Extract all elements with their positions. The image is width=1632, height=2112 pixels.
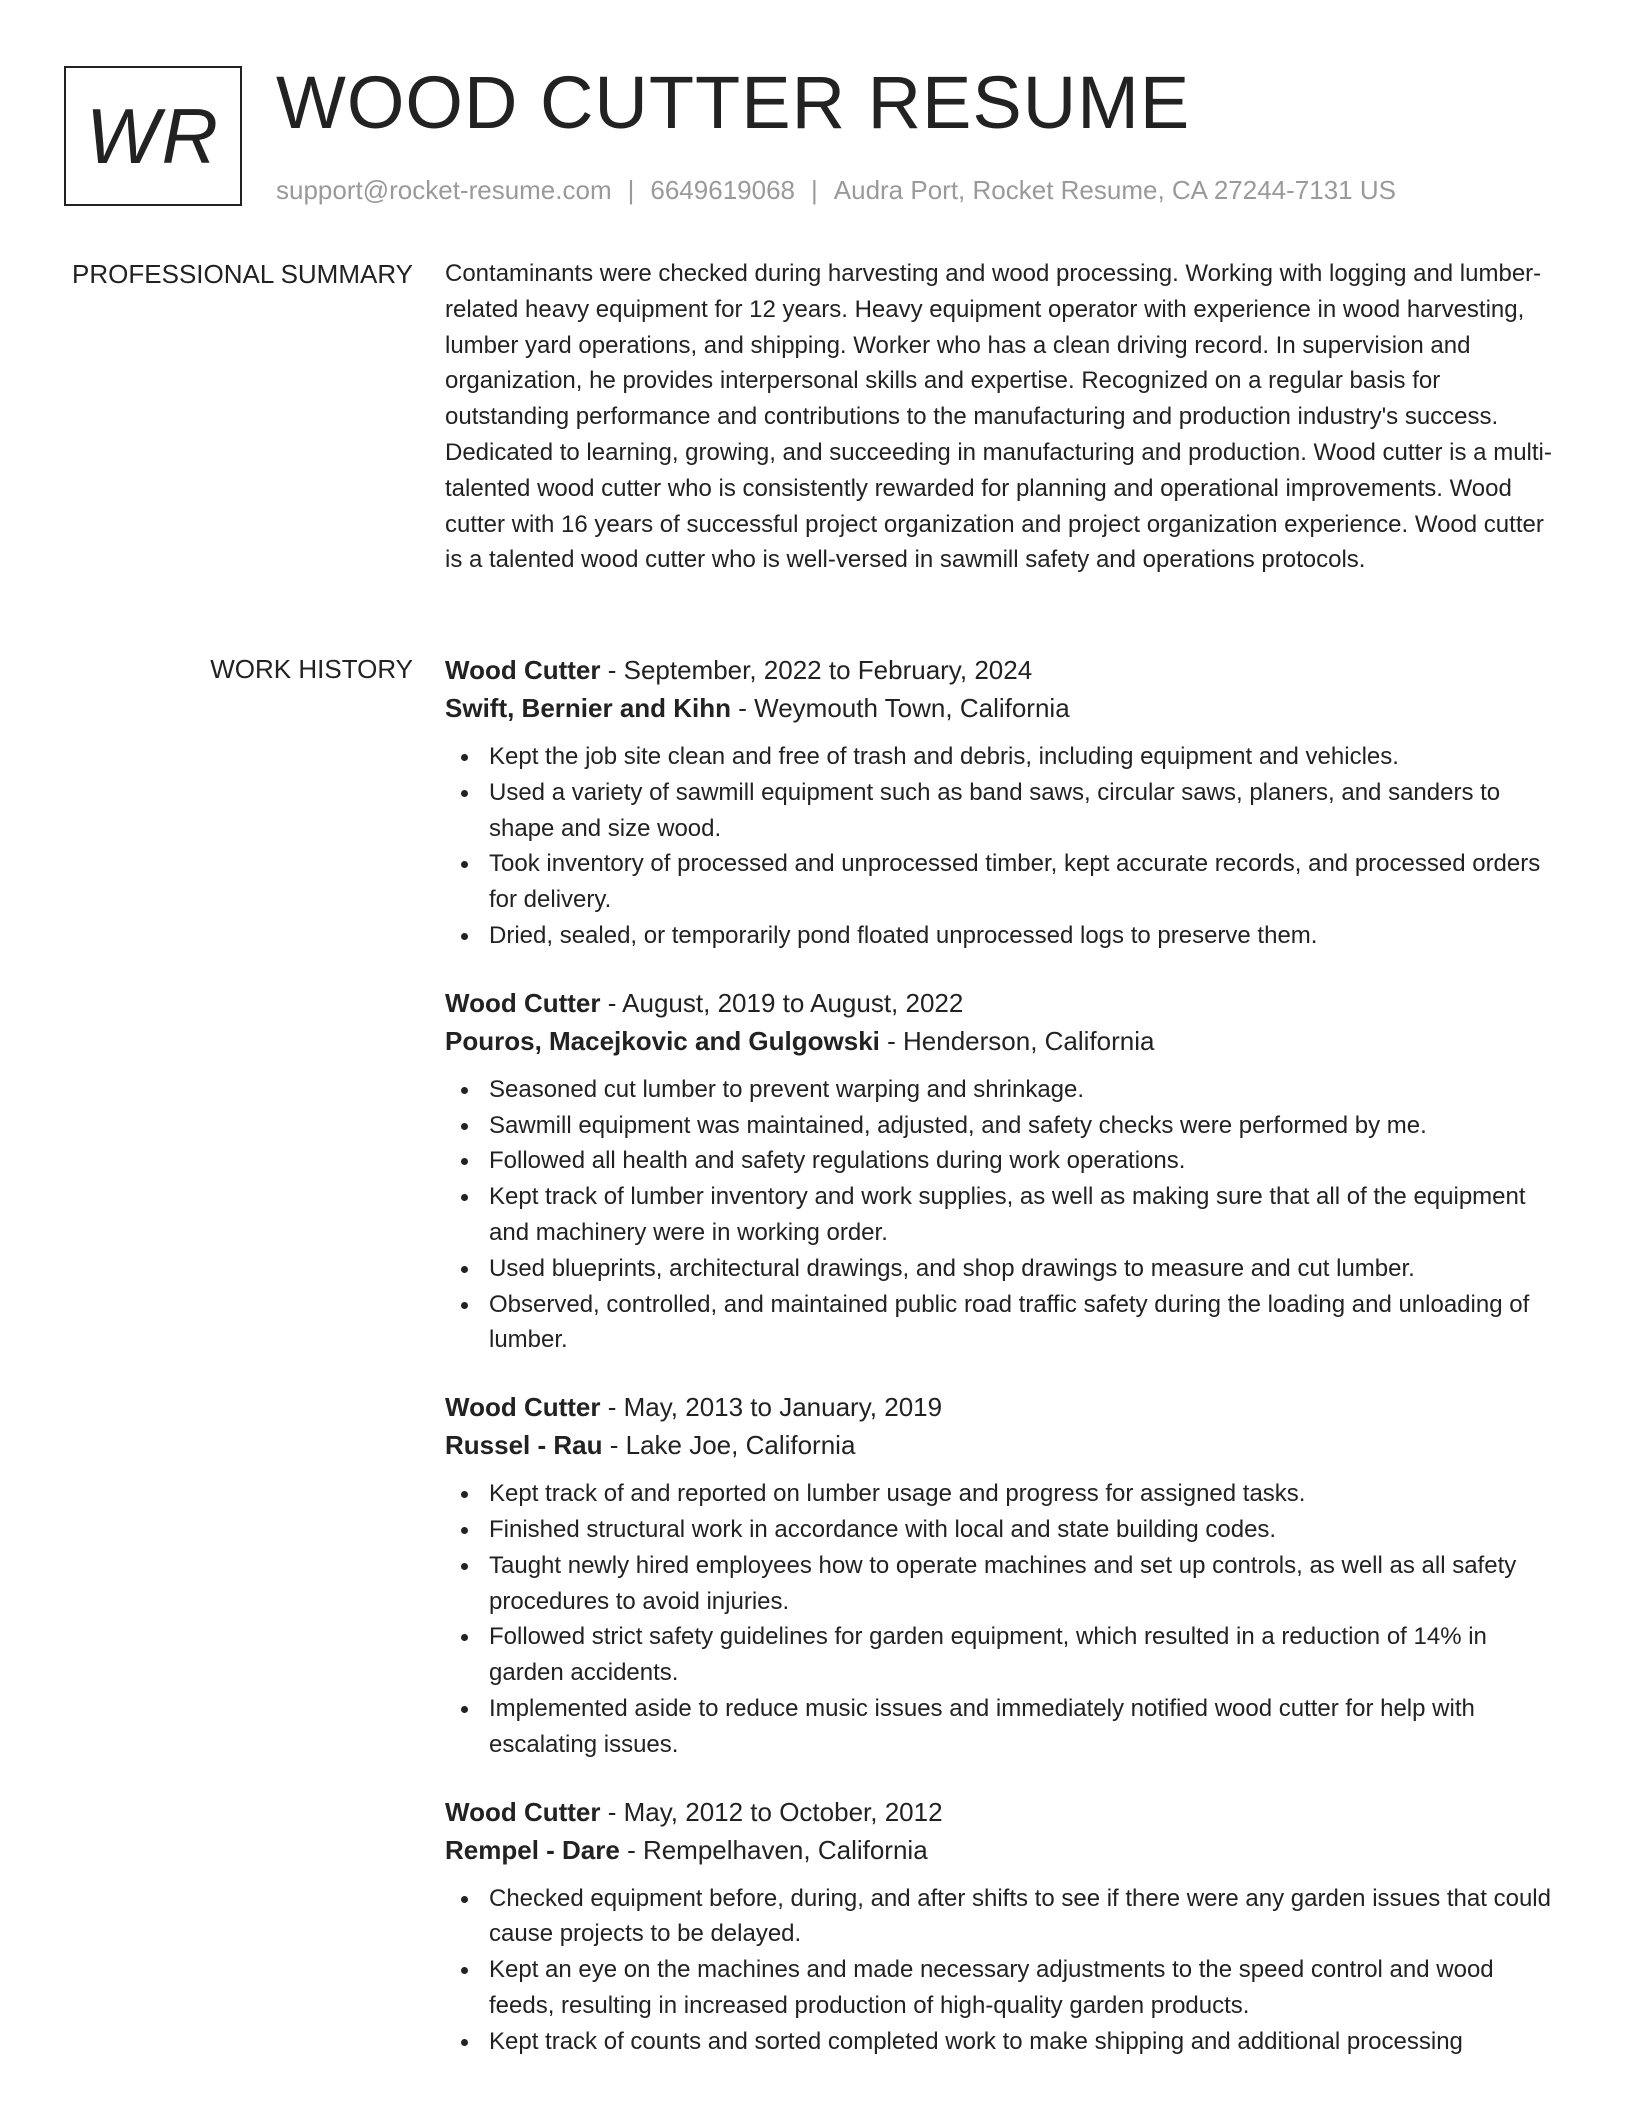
contact-line: [276, 172, 1396, 208]
job-company-line: [445, 1426, 1560, 1464]
job-bullet: Kept track of and reported on lumber usage and progress for assigned tasks.: [445, 1476, 1560, 1512]
job-bullet: Followed all health and safety regulations during work operations.: [445, 1143, 1560, 1179]
job-bullet: Taught newly hired employees how to operate machines and set up controls, as well as all safety procedures to avoid injuries.: [445, 1548, 1560, 1620]
summary-body: [445, 256, 1560, 578]
job-entry: [445, 651, 1560, 954]
contact-phone: 6649619068: [650, 175, 795, 205]
contact-separator: |: [627, 175, 635, 205]
work-history-body: [445, 651, 1560, 2090]
job-bullet: Used blueprints, architectural drawings, and shop drawings to measure and cut lumber.: [445, 1251, 1560, 1287]
job-title-line: [445, 1388, 1560, 1426]
monogram-logo: [64, 66, 242, 206]
job-bullet: Checked equipment before, during, and after shifts to see if there were any garden issues that could cause projects to be delayed.: [445, 1881, 1560, 1953]
job-dates: - May, 2013 to January, 2019: [600, 1392, 943, 1423]
job-bullet: Kept track of counts and sorted completed work to make shipping and additional processing: [445, 2024, 1560, 2060]
job-bullet-list: [445, 1476, 1560, 1762]
job-title: Wood Cutter: [445, 1392, 601, 1423]
job-bullet-list: [445, 1072, 1560, 1358]
job-dates: - September, 2022 to February, 2024: [600, 655, 1033, 685]
job-dates: - May, 2012 to October, 2012: [600, 1796, 943, 1827]
job-company: Pouros, Macejkovic and Gulgowski: [445, 1025, 880, 1056]
job-company: Russel - Rau: [445, 1430, 603, 1461]
job-entry: [445, 984, 1560, 1358]
job-title-line: [445, 984, 1560, 1022]
job-bullet: Dried, sealed, or temporarily pond floated unprocessed logs to preserve them.: [445, 918, 1560, 954]
job-company: Rempel - Dare: [445, 1834, 620, 1865]
job-company-line: [445, 689, 1560, 727]
job-company: Swift, Bernier and Kihn: [445, 693, 732, 723]
job-bullet: Implemented aside to reduce music issues and immediately notified wood cutter for help with escalating issues.: [445, 1691, 1560, 1763]
job-bullet: Used a variety of sawmill equipment such as band saws, circular saws, planers, and sanders to shape and size wood.: [445, 775, 1560, 847]
job-location: - Weymouth Town, California: [731, 693, 1070, 723]
job-entry: [445, 1793, 1560, 2060]
job-bullet: Kept an eye on the machines and made necessary adjustments to the speed control and wood feeds, resulting in increased production of high-quality garden products.: [445, 1952, 1560, 2024]
job-title: Wood Cutter: [445, 987, 601, 1018]
job-title: Wood Cutter: [445, 655, 601, 685]
contact-email: support@rocket-resume.com: [276, 175, 612, 205]
job-company-line: [445, 1831, 1560, 1869]
job-bullet: Kept the job site clean and free of trash and debris, including equipment and vehicles.: [445, 739, 1560, 775]
monogram-text: WR: [86, 91, 220, 180]
job-bullet: Finished structural work in accordance with local and state building codes.: [445, 1512, 1560, 1548]
job-bullet: Followed strict safety guidelines for garden equipment, which resulted in a reduction of 14% in garden accidents.: [445, 1619, 1560, 1691]
job-title-line: [445, 651, 1560, 689]
job-company-line: [445, 1022, 1560, 1060]
job-bullet: Sawmill equipment was maintained, adjusted, and safety checks were performed by me.: [445, 1108, 1560, 1144]
resume-title: WOOD CUTTER RESUME: [276, 61, 1191, 144]
job-bullet: Seasoned cut lumber to prevent warping and shrinkage.: [445, 1072, 1560, 1108]
summary-heading: PROFESSIONAL SUMMARY: [72, 259, 413, 289]
summary-text: Contaminants were checked during harvesting and wood processing. Working with logging and lumber-related heavy equipment for 12 years. Heavy equipment operator with experience in wood harvesting, lumber yard operations, and shipping. Worker who has a clean driving record. In supervision and organization, he provides interpersonal skills and expertise. Recognized on a regular basis for outstanding performance and contributions to the manufacturing and production industry's success. Dedicated to learning, growing, and succeeding in manufacturing and production. Wood cutter is a multi-talented wood cutter who is consistently rewarded for planning and operational improvements. Wood cutter with 16 years of successful project organization and project organization experience. Wood cutter is a talented wood cutter who is well-versed in sawmill safety and operations protocols.: [445, 260, 1552, 574]
job-location: - Henderson, California: [879, 1025, 1155, 1056]
contact-separator: |: [811, 175, 818, 205]
job-location: - Lake Joe, California: [602, 1430, 856, 1461]
job-entry: [445, 1388, 1560, 1762]
job-title: Wood Cutter: [445, 1796, 601, 1827]
job-bullet-list: [445, 739, 1560, 954]
contact-address: Audra Port, Rocket Resume, CA 27244-7131 US: [833, 175, 1396, 205]
job-location: - Rempelhaven, California: [619, 1834, 928, 1865]
job-bullet: Took inventory of processed and unprocessed timber, kept accurate records, and processed orders for delivery.: [445, 846, 1560, 918]
job-dates: - August, 2019 to August, 2022: [600, 987, 964, 1018]
job-bullet: Kept track of lumber inventory and work supplies, as well as making sure that all of the equipment and machinery were in working order.: [445, 1179, 1560, 1251]
work-history-heading: WORK HISTORY: [210, 654, 413, 684]
job-bullet-list: [445, 1881, 1560, 2060]
job-title-line: [445, 1793, 1560, 1831]
job-bullet: Observed, controlled, and maintained public road traffic safety during the loading and unloading of lumber.: [445, 1287, 1560, 1359]
